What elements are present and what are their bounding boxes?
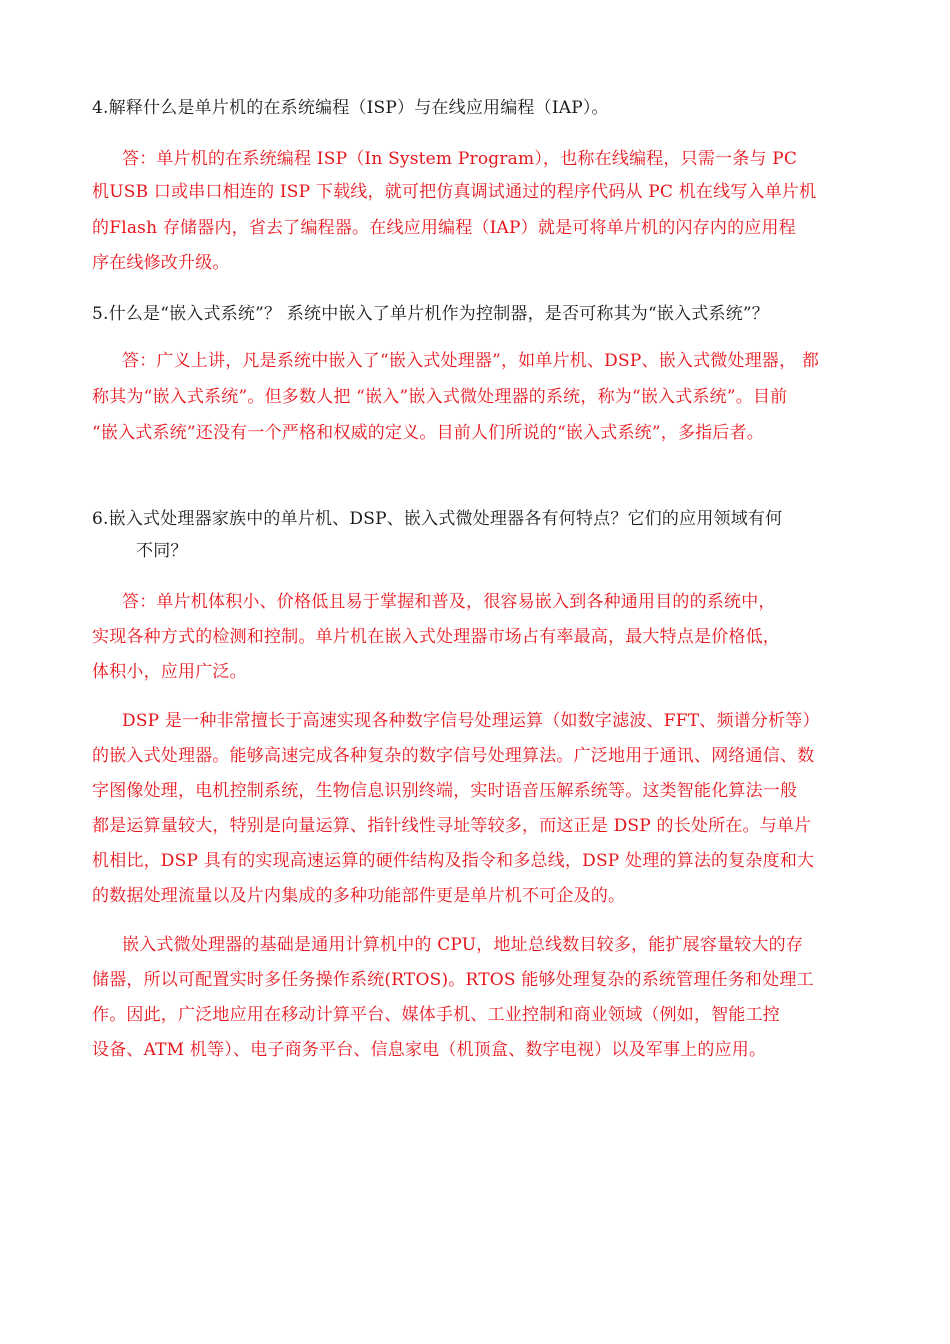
- answer-4-line-3: 的Flash 存储器内，省去了编程器。在线应用编程（IAP）就是可将单片机的闪存内的应用程: [92, 218, 796, 238]
- answer-6-p2-line-1: DSP 是一种非常擅长于高速实现各种数字信号处理运算（如数字滤波、FFT、频谱分析等）: [122, 711, 820, 731]
- answer-4-line-1: 答：单片机的在系统编程 ISP（In System Program），也称在线编程，只需一条与 PC: [122, 149, 798, 169]
- answer-4-line-2: 机USB 口或串口相连的 ISP 下载线，就可把仿真调试通过的程序代码从 PC 机在线写入单片机: [92, 182, 817, 202]
- answer-6-p3-line-2: 储器，所以可配置实时多任务操作系统(RTOS)。RTOS 能够处理复杂的系统管理任务和处理工: [92, 970, 814, 990]
- answer-6-p1-line-3: 体积小，应用广泛。: [92, 662, 247, 682]
- answer-6-p3-line-1: 嵌入式微处理器的基础是通用计算机中的 CPU，地址总线数目较多，能扩展容量较大的存: [122, 935, 804, 955]
- answer-5-line-3: “嵌入式系统”还没有一个严格和权威的定义。目前人们所说的“嵌入式系统”，多指后者。: [92, 423, 764, 443]
- answer-6-p2-line-5: 机相比，DSP 具有的实现高速运算的硬件结构及指令和多总线，DSP 处理的算法的复杂度和大: [92, 851, 815, 871]
- answer-6-p2-line-6: 的数据处理流量以及片内集成的多种功能部件更是单片机不可企及的。: [92, 886, 626, 906]
- answer-6-p2-line-3: 字图像处理，电机控制系统，生物信息识别终端，实时语音压解系统等。这类智能化算法一般: [92, 781, 798, 801]
- answer-6-p2-line-2: 的嵌入式处理器。能够高速完成各种复杂的数字信号处理算法。广泛地用于通讯、网络通信、数: [92, 746, 815, 766]
- answer-5-line-1: 答：广义上讲，凡是系统中嵌入了“嵌入式处理器”，如单片机、DSP、嵌入式微处理器， 都: [122, 351, 820, 371]
- answer-5-line-2: 称其为“嵌入式系统”。但多数人把 “嵌入”嵌入式微处理器的系统，称为“嵌入式系统”。目前: [92, 387, 788, 407]
- question-6-line-2: 不同？: [136, 541, 188, 561]
- question-5: 5.什么是“嵌入式系统”？ 系统中嵌入了单片机作为控制器，是否可称其为“嵌入式系统”？: [92, 304, 769, 324]
- question-6-line-1: 6.嵌入式处理器家族中的单片机、DSP、嵌入式微处理器各有何特点？它们的应用领域有何: [92, 509, 783, 529]
- answer-6-p1-line-1: 答：单片机体积小、价格低且易于掌握和普及，很容易嵌入到各种通用目的的系统中，: [122, 592, 776, 612]
- answer-4-line-4: 序在线修改升级。: [92, 253, 230, 273]
- answer-6-p3-line-4: 设备、ATM 机等）、电子商务平台、信息家电（机顶盒、数字电视）以及军事上的应用。: [92, 1040, 767, 1060]
- answer-6-p1-line-2: 实现各种方式的检测和控制。单片机在嵌入式处理器市场占有率最高，最大特点是价格低，: [92, 627, 780, 647]
- question-4: 4.解释什么是单片机的在系统编程（ISP）与在线应用编程（IAP）。: [92, 98, 609, 118]
- answer-6-p2-line-4: 都是运算量较大，特别是向量运算、指针线性寻址等较多，而这正是 DSP 的长处所在。与单片: [92, 816, 812, 836]
- answer-6-p3-line-3: 作。因此，广泛地应用在移动计算平台、媒体手机、工业控制和商业领域（例如，智能工控: [92, 1005, 780, 1025]
